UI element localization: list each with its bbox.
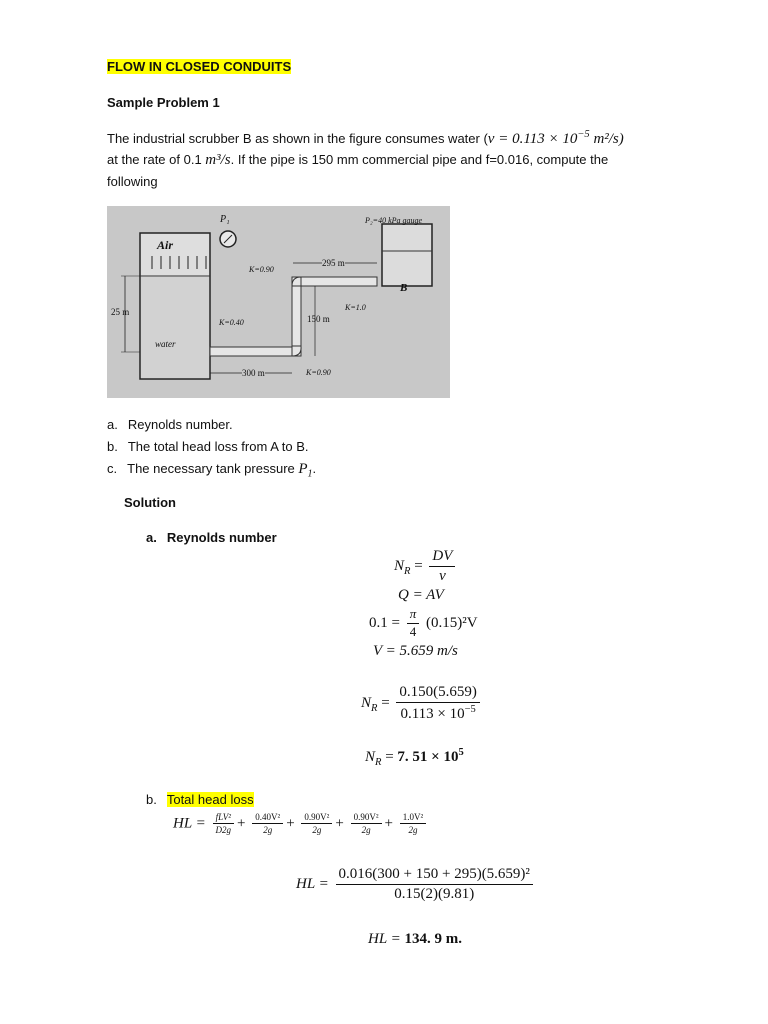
problem-line-1: The industrial scrubber B as shown in the figure consumes water ($v = 0.113 \times 10^{-5}$ m²/s) xyxy=(107,129,624,147)
part-b-heading: b. Total head loss xyxy=(146,792,254,807)
eq-reynolds-def: $N_R$ = $\frac{DV}{v}$ xyxy=(394,548,458,586)
label-k090-bottom: K=0.90 xyxy=(306,368,331,377)
eq-continuity: Q = AV xyxy=(398,587,444,603)
eq-reynolds-result: $N_R = 7$. $51 \times 10^5$ xyxy=(365,747,464,768)
label-k090-top: K=0.90 xyxy=(249,265,274,274)
eq-continuity-sub: 0.1 = $\frac{\pi}{4}$ (0.15)²V xyxy=(369,606,478,639)
problem-line-2: at the rate of 0.1 m³/s. If the pipe is 150 mm commercial pipe and f=0.016, compute the xyxy=(107,152,609,168)
label-25m: 25 m xyxy=(111,307,130,317)
label-150m: 150 m xyxy=(307,314,330,324)
eq-reynolds-sub: $N_R$ = $\frac{0.150(5.659)}{0.113 \times 10^{-5}}$ xyxy=(361,684,483,724)
question-b: b. The total head loss from A to B. xyxy=(107,439,309,454)
eq-headloss-formula: HL = $\frac{\text{fLV²}}{D2g}$ + $\frac{\text{0.40V²}}{2g}$ + $\frac{\text{0.90V²}}{2g}$ + $\frac{\text{0.90V²}}{2g}$ + $\frac{\text{1.0V²}}{2g}$ xyxy=(173,812,429,836)
question-a: a. Reynolds number. xyxy=(107,417,233,432)
label-p1: P₁ xyxy=(220,214,230,225)
label-300m: 300 m xyxy=(242,368,265,378)
label-k10: K=1.0 xyxy=(345,303,366,312)
sample-problem-heading: Sample Problem 1 xyxy=(107,95,220,110)
question-c: c. The necessary tank pressure $P_1$. xyxy=(107,461,317,480)
label-k040: K=0.40 xyxy=(219,318,244,327)
label-295m: 295 m xyxy=(322,258,345,268)
label-p2: P₂=40 kPa gauge xyxy=(365,216,423,225)
eq-headloss-result: HL = 134. 9 m. xyxy=(368,931,463,947)
problem-line-3: following xyxy=(107,174,158,189)
part-a-heading: a. Reynolds number xyxy=(146,530,277,545)
label-b: B xyxy=(400,282,408,294)
eq-headloss-sub: HL = $\frac{\text{0.016(300 + 150 + 295)(5.659)²}}{0.15(2)(9.81)}$ xyxy=(296,866,536,904)
solution-heading: Solution xyxy=(124,495,176,510)
scrubber-figure xyxy=(107,206,450,398)
label-air: Air xyxy=(157,238,174,252)
eq-velocity: V = 5.659 m/s xyxy=(373,643,458,659)
document-title: FLOW IN CLOSED CONDUITS xyxy=(107,59,292,74)
label-water: water xyxy=(155,339,176,349)
